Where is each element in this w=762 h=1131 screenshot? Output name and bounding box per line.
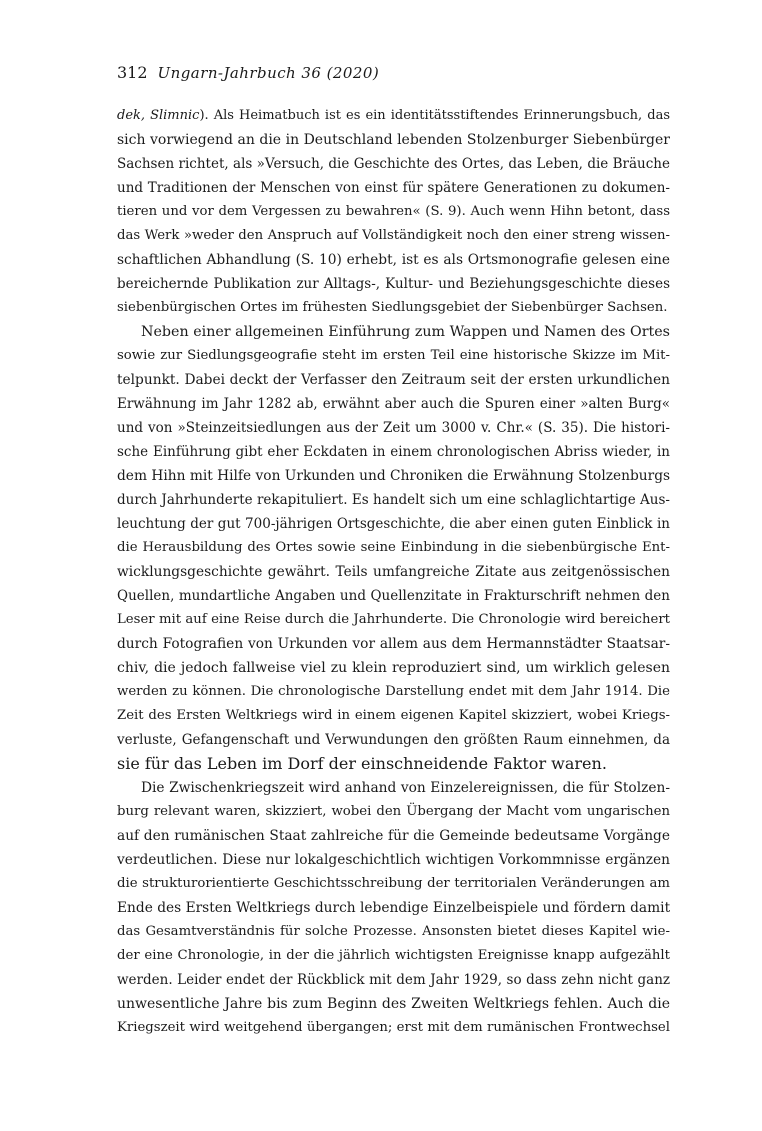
text-line: verluste, Gefangenschaft und Verwundungen den größten Raum einnehmen, da (117, 732, 670, 748)
text-line: sie für das Leben im Dorf der einschneidende Faktor waren. (117, 754, 607, 773)
text-line: verdeutlichen. Diese nur lokalgeschichtlich wichtigen Vorkommnisse ergänzen (117, 852, 670, 868)
text-line: und von »Steinzeitsiedlungen aus der Zeit um 3000 v. Chr.« (S. 35). Die histori- (117, 420, 670, 436)
text-line: sich vorwiegend an die in Deutschland lebenden Stolzenburger Siebenbürger (117, 132, 670, 148)
text-line: Erwähnung im Jahr 1282 ab, erwähnt aber auch die Spuren einer »alten Burg« (117, 396, 670, 412)
paragraph (117, 776, 670, 1040)
text-line: chiv, die jedoch fallweise viel zu klein reproduziert sind, um wirklich gelesen (117, 660, 670, 676)
text-line: dem Hihn mit Hilfe von Urkunden und Chroniken die Erwähnung Stolzenburgs (117, 468, 670, 484)
book-page (117, 60, 670, 1040)
italic-place-name: dek, Slimnic (117, 108, 200, 123)
text-line: sowie zur Siedlungsgeografie steht im ersten Teil eine historische Skizze im Mit- (117, 348, 670, 363)
text-line: Leser mit auf eine Reise durch die Jahrhunderte. Die Chronologie wird bereichert (117, 612, 670, 627)
text-line: durch Jahrhunderte rekapituliert. Es handelt sich um eine schlaglichtartige Aus- (117, 492, 670, 508)
running-head (117, 60, 670, 86)
text-line: die Herausbildung des Ortes sowie seine Einbindung in die siebenbürgische Ent- (117, 540, 670, 555)
text-line: burg relevant waren, skizziert, wobei den Übergang der Macht vom ungarischen (117, 804, 670, 819)
text-line: auf den rumänischen Staat zahlreiche für die Gemeinde bedeutsame Vorgänge (117, 828, 670, 844)
body-text (117, 104, 670, 1040)
line-text: ). Als Heimatbuch ist es ein identitätsstiftendes Erinnerungsbuch, das (199, 108, 670, 123)
text-line: siebenbürgischen Ortes im frühesten Siedlungsgebiet der Siebenbürger Sachsen. (117, 300, 668, 315)
text-line: schaftlichen Abhandlung (S. 10) erhebt, ist es als Ortsmonografie gelesen eine (117, 252, 670, 268)
text-line: das Gesamtverständnis für solche Prozesse. Ansonsten bietet dieses Kapitel wie- (117, 924, 670, 939)
text-line: unwesentliche Jahre bis zum Beginn des Zweiten Weltkriegs fehlen. Auch die (117, 996, 670, 1012)
page-number: 312 (117, 63, 148, 82)
text-line: der eine Chronologie, in der die jährlich wichtigsten Ereignisse knapp aufgezählt (117, 948, 670, 963)
text-line (117, 104, 670, 128)
text-line: Quellen, mundartliche Angaben und Quellenzitate in Frakturschrift nehmen den (117, 588, 670, 604)
journal-title: Ungarn-Jahrbuch 36 (2020) (157, 64, 380, 82)
text-line: das Werk »weder den Anspruch auf Vollständigkeit noch den einer streng wissen- (117, 228, 670, 243)
text-line: tieren und vor dem Vergessen zu bewahren« (S. 9). Auch wenn Hihn betont, dass (117, 204, 670, 219)
text-line: wicklungsgeschichte gewährt. Teils umfangreiche Zitate aus zeitgenössischen (117, 564, 670, 580)
text-line: Kriegszeit wird weitgehend übergangen; erst mit dem rumänischen Frontwechsel (117, 1020, 670, 1035)
text-line: und Traditionen der Menschen von einst für spätere Generationen zu dokumen- (117, 180, 670, 196)
text-line: sche Einführung gibt eher Eckdaten in einem chronologischen Abriss wieder, in (117, 444, 670, 460)
text-line: werden zu können. Die chronologische Darstellung endet mit dem Jahr 1914. Die (117, 684, 670, 699)
text-line: Neben einer allgemeinen Einführung zum Wappen und Namen des Ortes (141, 324, 670, 340)
text-line: Zeit des Ersten Weltkriegs wird in einem eigenen Kapitel skizziert, wobei Kriegs- (117, 708, 670, 723)
paragraph (117, 320, 670, 776)
text-line: Ende des Ersten Weltkriegs durch lebendige Einzelbeispiele und fördern damit (117, 900, 670, 916)
text-line: Die Zwischenkriegszeit wird anhand von Einzelereignissen, die für Stolzen- (141, 780, 670, 796)
text-line: durch Fotografien von Urkunden vor allem aus dem Hermannstädter Staatsar- (117, 636, 670, 652)
text-line: telpunkt. Dabei deckt der Verfasser den Zeitraum seit der ersten urkundlichen (117, 372, 670, 388)
text-line: werden. Leider endet der Rückblick mit dem Jahr 1929, so dass zehn nicht ganz (117, 972, 670, 988)
text-line: Sachsen richtet, als »Versuch, die Geschichte des Ortes, das Leben, die Bräuche (117, 156, 670, 172)
text-line: leuchtung der gut 700-jährigen Ortsgeschichte, die aber einen guten Einblick in (117, 516, 670, 532)
text-line: bereichernde Publikation zur Alltags-, Kultur- und Beziehungsgeschichte dieses (117, 276, 670, 292)
paragraph (117, 104, 670, 320)
text-line: die strukturorientierte Geschichtsschreibung der territorialen Veränderungen am (117, 876, 670, 891)
